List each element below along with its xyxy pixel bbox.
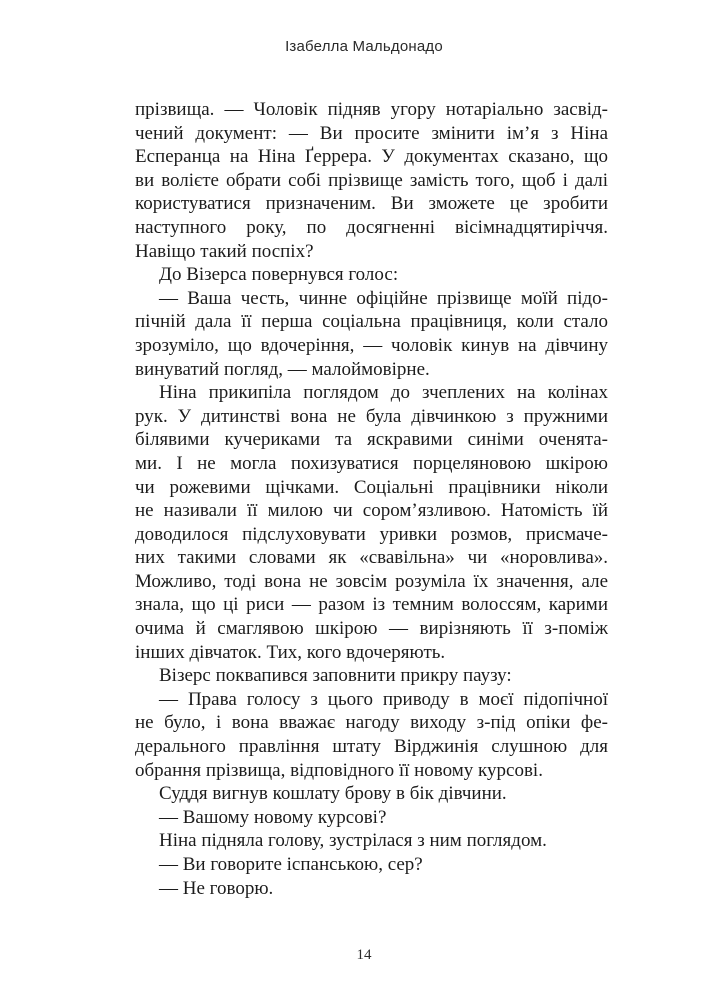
text-line: ви волієте обрати собі прізвище замість того, щоб і далі xyxy=(135,169,608,191)
text-line: чений документ: — Ви просите змінити ім’я з Ніна xyxy=(135,122,608,144)
text-line: пічній дала її перша соціальна працівниця, коли стало xyxy=(135,311,608,333)
text-line: обрання прізвища, відповідного її новому курсові. xyxy=(135,759,543,781)
text-line: них такими словами як «свавільна» чи «норовлива». xyxy=(135,547,608,569)
body-text xyxy=(135,98,608,900)
text-line: — Не говорю. xyxy=(159,877,274,899)
text-line: не називали її милою чи сором’язливою. Натомість їй xyxy=(135,500,608,522)
text-line: рук. У дитинстві вона не була дівчинкою з пружними xyxy=(135,405,608,427)
text-line: Візерс поквапився заповнити прикру паузу: xyxy=(159,665,512,687)
text-line: інших дівчаток. Тих, кого вдочеряють. xyxy=(135,641,446,663)
text-line: — Права голосу з цього приводу в моєї підопічної xyxy=(159,688,608,710)
text-line: Есперанца на Ніна Ґеррера. У документах сказано, що xyxy=(135,146,608,168)
text-line: Ніна прикипіла поглядом до зчеплених на колінах xyxy=(159,382,608,404)
text-line: До Візерса повернувся голос: xyxy=(159,264,399,286)
text-line: — Ви говорите іспанською, сер? xyxy=(159,854,423,875)
text-line: ми. І не могла похизуватися порцеляновою шкірою xyxy=(135,452,608,474)
text-line: винуватий погляд, — малоймовірне. xyxy=(135,358,430,380)
text-line: не було, і вона вважає нагоду виходу з-під опіки фе- xyxy=(135,712,608,734)
text-line: знала, що ці риси — разом із темним волоссям, карими xyxy=(135,594,608,616)
text-line: Навіщо такий поспіх? xyxy=(135,240,314,262)
text-line: прізвища. — Чоловік підняв угору нотаріально засвід- xyxy=(135,99,608,120)
text-line: дерального правління штату Вірджинія слушною для xyxy=(135,736,608,758)
text-line: білявими кучериками та яскравими синіми оченята- xyxy=(135,429,608,451)
text-line: зрозуміло, що вдочеріння, — чоловік кинув на дівчину xyxy=(135,334,608,356)
text-line: Ніна підняла голову, зустрілася з ним поглядом. xyxy=(159,830,547,852)
page-number: 14 xyxy=(356,947,372,963)
text-line: користуватися призначеним. Ви зможете це зробити xyxy=(135,193,608,215)
text-line: — Вашому новому курсові? xyxy=(159,806,387,828)
text-line: очима й смаглявою шкірою — вирізняють її з-поміж xyxy=(135,618,608,640)
text-line: Суддя вигнув кошлату брову в бік дівчини. xyxy=(159,783,507,805)
text-line: Можливо, тоді вона не зовсім розуміла їх значення, але xyxy=(135,570,608,592)
text-line: наступного року, по досягненні вісімнадцятиріччя. xyxy=(135,216,608,238)
text-line: чи рожевими щічками. Соціальні працівники ніколи xyxy=(135,476,608,498)
text-line: доводилося підслуховувати уривки розмов, присмаче- xyxy=(135,523,608,545)
running-head: Ізабелла Мальдонадо xyxy=(285,38,443,55)
text-line: — Ваша честь, чинне офіційне прізвище моїй підо- xyxy=(159,287,608,309)
